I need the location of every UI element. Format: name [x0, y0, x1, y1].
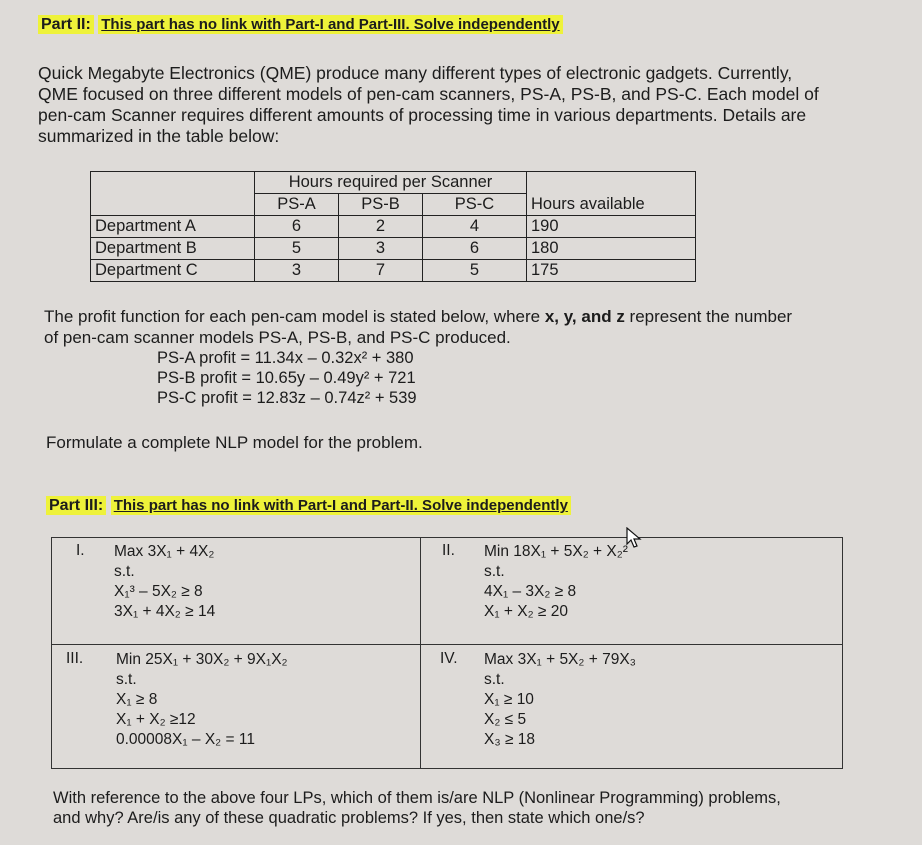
col-header-psa: PS-A	[255, 194, 339, 216]
part3-title: This part has no link with Part-I and Part-II. Solve independently	[111, 496, 571, 515]
problem-line: X₁ + X₂ ≥ 20	[484, 603, 568, 620]
part2-title: This part has no link with Part-I and Part-III. Solve independently	[98, 15, 562, 34]
department-hours-table	[90, 171, 696, 282]
problem-line: Max 3X₁ + 5X₂ + 79X₃	[484, 651, 636, 668]
problem-line: 3X₁ + 4X₂ ≥ 14	[114, 603, 216, 620]
profit-intro-text: represent the number	[624, 307, 793, 326]
blank-header-cell	[91, 172, 255, 216]
question-line: With reference to the above four LPs, which of them is/are NLP (Nonlinear Programming) problems,	[53, 789, 781, 807]
problem-1	[114, 542, 215, 622]
problem-line: X₁³ – 5X₂ ≥ 8	[114, 583, 203, 600]
intro-line: pen-cam Scanner requires different amounts of processing time in various departments. Details are	[38, 105, 807, 125]
available-header-cell: Hours available	[527, 172, 696, 216]
intro-line: Quick Megabyte Electronics (QME) produce many different types of electronic gadgets. Currently,	[38, 63, 793, 83]
profit-intro	[44, 306, 904, 348]
question-line: and why? Are/is any of these quadratic problems? If yes, then state which one/s?	[53, 809, 645, 827]
table-row	[91, 216, 696, 238]
profit-intro-text: The profit function for each pen-cam model is stated below, where	[44, 307, 545, 326]
table-header-row	[91, 172, 696, 194]
problem-line: Min 25X₁ + 30X₂ + 9X₁X₂	[116, 651, 288, 668]
hours-psb: 2	[339, 216, 423, 238]
table-row	[91, 238, 696, 260]
problem-line: Max 3X₁ + 4X₂	[114, 543, 215, 560]
hours-available: 180	[527, 238, 696, 260]
problem-2	[484, 542, 628, 622]
profit-vars: x, y, and z	[544, 307, 625, 326]
horizontal-divider	[52, 644, 842, 645]
hours-psa: 3	[255, 260, 339, 282]
problem-line: X₃ ≥ 18	[484, 731, 536, 748]
problem-line: 0.00008X₁ – X₂ = 11	[116, 731, 255, 748]
problem-4-number: IV.	[440, 650, 458, 667]
table-row	[91, 260, 696, 282]
intro-line: QME focused on three different models of pen-cam scanners, PS-A, PS-B, and PS-C. Each model of	[38, 84, 819, 104]
lp-problems-box	[51, 537, 843, 769]
hours-psb: 7	[339, 260, 423, 282]
problem-line: Min 18X₁ + 5X₂ + X₂²	[484, 543, 628, 560]
col-header-psc: PS-C	[423, 194, 527, 216]
hours-psc: 6	[423, 238, 527, 260]
profit-functions	[157, 348, 417, 408]
hours-psb: 3	[339, 238, 423, 260]
problem-line: s.t.	[484, 563, 505, 580]
hours-psc: 4	[423, 216, 527, 238]
intro-line: summarized in the table below:	[38, 126, 280, 146]
col-header-psb: PS-B	[339, 194, 423, 216]
hours-psa: 5	[255, 238, 339, 260]
dept-name: Department A	[91, 216, 255, 238]
part3-heading	[46, 497, 571, 515]
mouse-pointer-icon	[626, 527, 642, 549]
dept-name: Department C	[91, 260, 255, 282]
profit-psc: PS-C profit = 12.83z – 0.74z² + 539	[157, 389, 417, 407]
problem-line: X₁ ≥ 8	[116, 691, 158, 708]
problem-line: X₁ + X₂ ≥12	[116, 711, 196, 728]
problem-3	[116, 650, 288, 750]
problem-line: s.t.	[484, 671, 505, 688]
part2-intro	[38, 63, 898, 147]
group-header-cell: Hours required per Scanner	[255, 172, 527, 194]
problem-3-number: III.	[66, 650, 84, 667]
hours-psc: 5	[423, 260, 527, 282]
part2-label: Part II:	[38, 15, 94, 34]
vertical-divider	[420, 538, 421, 768]
profit-intro-line: of pen-cam scanner models PS-A, PS-B, and PS-C produced.	[44, 328, 511, 347]
profit-psb: PS-B profit = 10.65y – 0.49y² + 721	[157, 369, 416, 387]
hours-psa: 6	[255, 216, 339, 238]
problem-line: X₂ ≤ 5	[484, 711, 527, 728]
problem-2-number: II.	[442, 542, 455, 559]
part3-question	[53, 788, 913, 828]
problem-line: 4X₁ – 3X₂ ≥ 8	[484, 583, 577, 600]
part2-task: Formulate a complete NLP model for the problem.	[46, 433, 423, 452]
problem-line: X₁ ≥ 10	[484, 691, 534, 708]
part2-heading	[38, 16, 563, 34]
hours-available: 190	[527, 216, 696, 238]
problem-line: s.t.	[116, 671, 137, 688]
part3-label: Part III:	[46, 496, 106, 515]
profit-intro-line	[44, 306, 904, 327]
problem-line: s.t.	[114, 563, 135, 580]
problem-1-number: I.	[76, 542, 85, 559]
profit-psa: PS-A profit = 11.34x – 0.32x² + 380	[157, 349, 414, 367]
dept-name: Department B	[91, 238, 255, 260]
hours-available: 175	[527, 260, 696, 282]
problem-4	[484, 650, 636, 750]
